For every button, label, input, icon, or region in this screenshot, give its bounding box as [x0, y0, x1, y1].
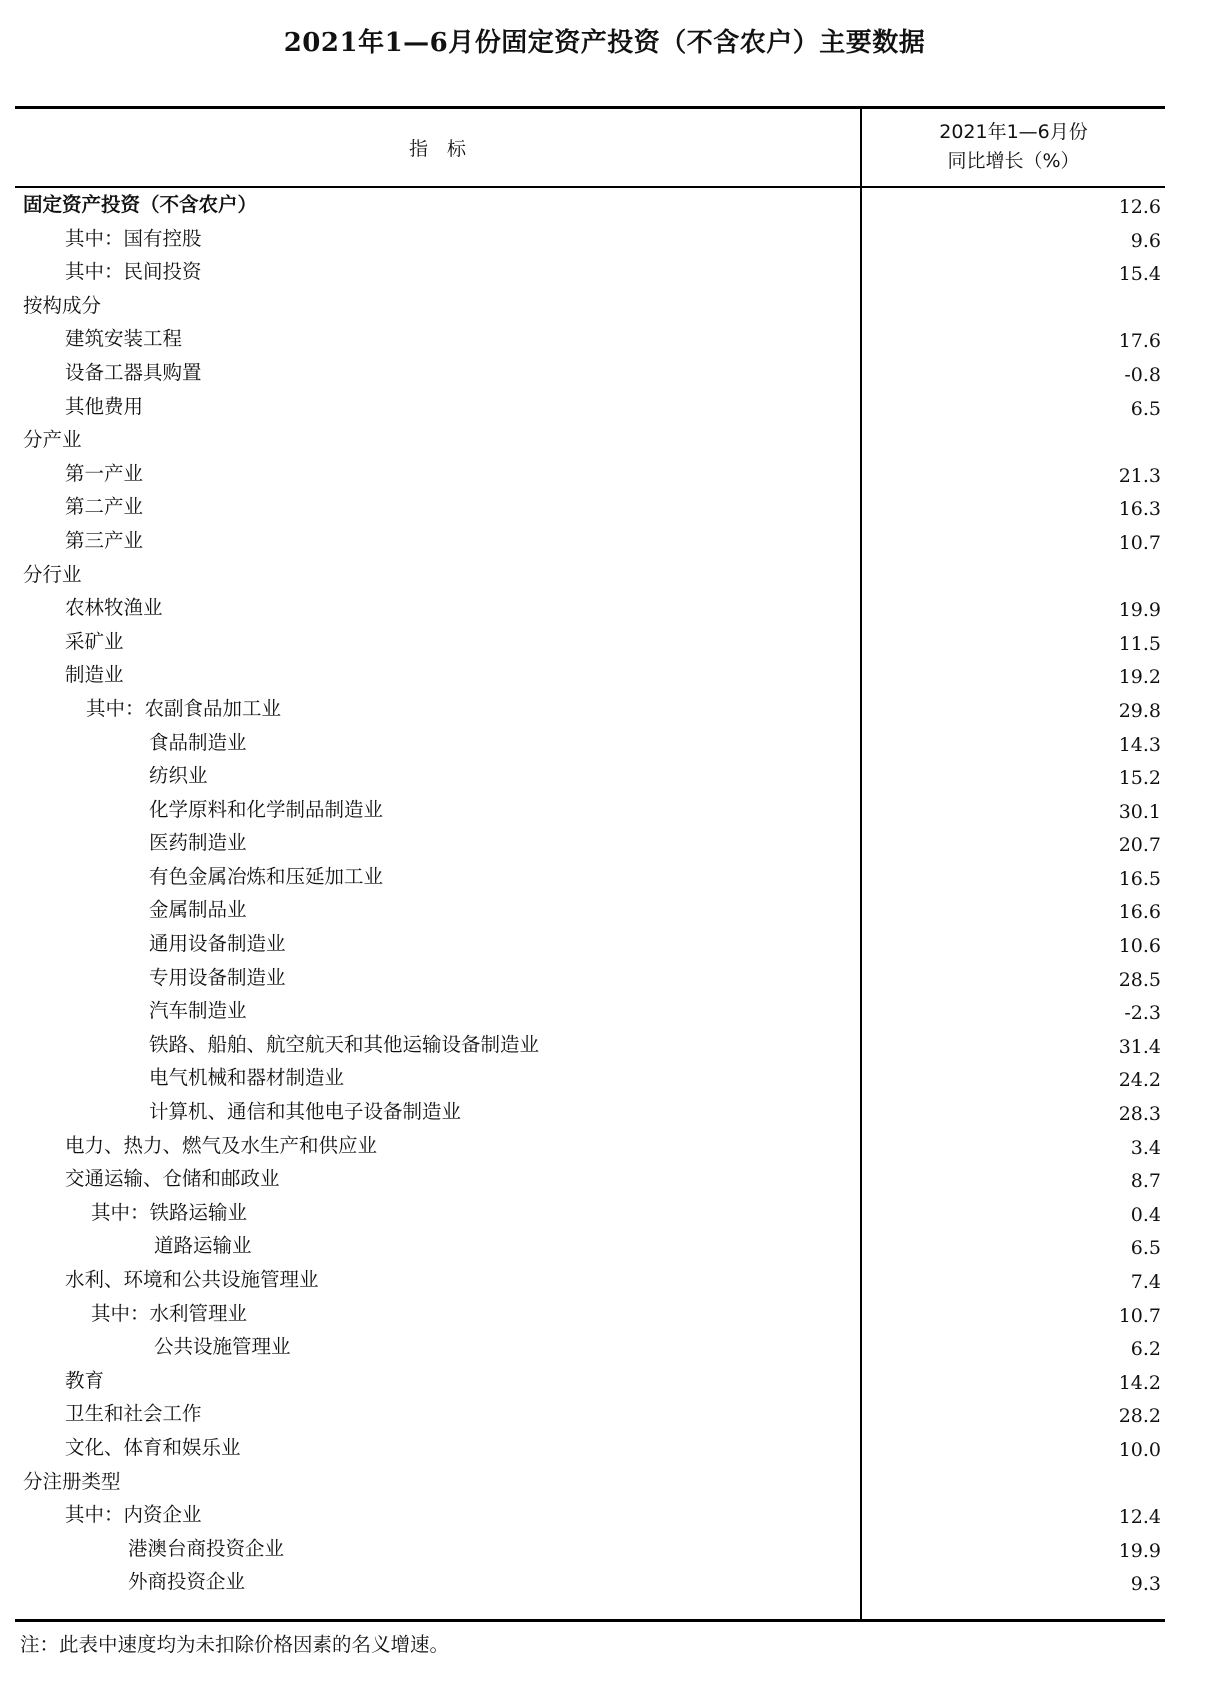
table-row — [15, 860, 1165, 894]
row-label: 医药制造业 — [149, 831, 247, 855]
row-label: 金属制品业 — [149, 898, 247, 922]
row-label: 其中：水利管理业 — [91, 1301, 248, 1325]
row-label: 分行业 — [23, 562, 82, 586]
row-label: 卫生和社会工作 — [65, 1402, 202, 1426]
table-row — [15, 1532, 1165, 1566]
table-row — [15, 289, 1165, 323]
header-period-line1: 2021年1—6月份 — [939, 121, 1088, 143]
row-label: 水利、环境和公共设施管理业 — [65, 1268, 319, 1291]
row-label: 教育 — [65, 1368, 105, 1392]
table-row — [15, 1431, 1165, 1465]
row-label: 化学原料和化学制品制造业 — [149, 797, 384, 821]
table-body — [15, 188, 1165, 1599]
row-value: 0.4 — [1130, 1203, 1161, 1226]
row-label: 固定资产投资（不含农户） — [23, 193, 258, 216]
table-row — [15, 1229, 1165, 1263]
table-row — [15, 524, 1165, 558]
row-value: 3.4 — [1130, 1136, 1161, 1159]
row-value: 19.9 — [1118, 599, 1161, 622]
table-row — [15, 1498, 1165, 1532]
row-label: 制造业 — [65, 663, 124, 687]
row-value: -0.8 — [1124, 363, 1161, 386]
row-value: 8.7 — [1130, 1170, 1161, 1193]
row-label: 采矿业 — [65, 629, 124, 653]
row-value: 10.7 — [1118, 1304, 1161, 1327]
table-row — [15, 322, 1165, 356]
row-value: 10.7 — [1118, 531, 1161, 554]
table-row — [15, 826, 1165, 860]
row-value: 12.4 — [1118, 1506, 1161, 1529]
table-row — [15, 1330, 1165, 1364]
table-row — [15, 558, 1165, 592]
row-value: 28.3 — [1118, 1103, 1161, 1126]
table-row — [15, 591, 1165, 625]
row-value: 20.7 — [1118, 834, 1161, 857]
row-value: 9.3 — [1130, 1573, 1161, 1596]
row-value: 28.5 — [1118, 968, 1161, 991]
row-value: 21.3 — [1118, 464, 1161, 487]
table-row — [15, 793, 1165, 827]
row-label: 设备工器具购置 — [65, 360, 202, 384]
row-value: 19.2 — [1118, 666, 1161, 689]
row-label: 其中：铁路运输业 — [91, 1200, 248, 1224]
table-row — [15, 1028, 1165, 1062]
row-value: 16.3 — [1118, 498, 1161, 521]
row-value: 9.6 — [1130, 229, 1161, 252]
row-value: 6.2 — [1130, 1338, 1161, 1361]
row-label: 港澳台商投资企业 — [128, 1536, 285, 1560]
row-value: 29.8 — [1118, 699, 1161, 722]
table-row — [15, 1263, 1165, 1297]
table-row — [15, 188, 1165, 222]
row-value: -2.3 — [1124, 1002, 1161, 1025]
table-row — [15, 1129, 1165, 1163]
table-row — [15, 255, 1165, 289]
row-label: 其中：农副食品加工业 — [86, 696, 282, 720]
table-row — [15, 961, 1165, 995]
row-value: 11.5 — [1118, 632, 1161, 655]
row-label: 有色金属冶炼和压延加工业 — [149, 864, 384, 888]
row-label: 通用设备制造业 — [149, 932, 286, 956]
row-value: 10.0 — [1118, 1438, 1161, 1461]
row-value: 15.4 — [1118, 263, 1161, 286]
header-period — [862, 108, 1165, 186]
row-value: 30.1 — [1118, 800, 1161, 823]
row-value: 16.6 — [1118, 901, 1161, 924]
row-label: 第三产业 — [65, 528, 144, 552]
row-label: 公共设施管理业 — [154, 1335, 291, 1359]
table-row — [15, 1397, 1165, 1431]
row-value: 10.6 — [1118, 935, 1161, 958]
row-label: 电气机械和器材制造业 — [149, 1066, 345, 1090]
row-value: 14.2 — [1118, 1371, 1161, 1394]
table-row — [15, 759, 1165, 793]
row-label: 第二产业 — [65, 495, 144, 519]
table-row — [15, 1162, 1165, 1196]
table-row — [15, 625, 1165, 659]
row-value: 28.2 — [1118, 1405, 1161, 1428]
table-row — [15, 658, 1165, 692]
table-row — [15, 927, 1165, 961]
table-row — [15, 356, 1165, 390]
table-row — [15, 490, 1165, 524]
row-label: 按构成分 — [23, 293, 102, 317]
row-value: 17.6 — [1118, 330, 1161, 353]
row-label: 其中：内资企业 — [65, 1503, 202, 1527]
table-row — [15, 726, 1165, 760]
row-value: 16.5 — [1118, 867, 1161, 890]
row-label: 其中：民间投资 — [65, 260, 202, 284]
table-row — [15, 1565, 1165, 1599]
row-label: 分产业 — [23, 428, 82, 452]
row-value: 15.2 — [1118, 767, 1161, 790]
row-label: 道路运输业 — [154, 1234, 252, 1258]
row-label: 铁路、船舶、航空航天和其他运输设备制造业 — [149, 1032, 540, 1056]
row-label: 电力、热力、燃气及水生产和供应业 — [65, 1133, 378, 1157]
row-value: 12.6 — [1118, 196, 1161, 218]
row-label: 纺织业 — [149, 764, 208, 788]
row-label: 分注册类型 — [23, 1469, 121, 1493]
table-row — [15, 692, 1165, 726]
table-row — [15, 994, 1165, 1028]
table-row — [15, 1297, 1165, 1331]
table-row — [15, 1095, 1165, 1129]
row-value: 31.4 — [1118, 1035, 1161, 1058]
header-indicator: 指 标 — [408, 137, 466, 160]
table-row — [15, 457, 1165, 491]
table-row — [15, 893, 1165, 927]
row-value: 7.4 — [1130, 1271, 1161, 1293]
footnote: 注：此表中速度均为未扣除价格因素的名义增速。 — [20, 1633, 450, 1656]
table-row — [15, 1196, 1165, 1230]
row-value: 24.2 — [1118, 1069, 1161, 1092]
row-value: 6.5 — [1130, 1237, 1161, 1260]
table-row — [15, 390, 1165, 424]
table-row — [15, 222, 1165, 256]
header-period-line2: 同比增长（%） — [947, 150, 1080, 172]
row-value: 19.9 — [1118, 1539, 1161, 1562]
row-value: 6.5 — [1130, 397, 1161, 420]
row-label: 外商投资企业 — [128, 1570, 246, 1594]
table-row — [15, 1465, 1165, 1499]
row-label: 建筑安装工程 — [65, 327, 183, 351]
table-row — [15, 1061, 1165, 1095]
row-label: 专用设备制造业 — [149, 965, 286, 989]
row-label: 农林牧渔业 — [65, 596, 163, 620]
table-row — [15, 1364, 1165, 1398]
row-label: 计算机、通信和其他电子设备制造业 — [149, 1100, 462, 1124]
row-label: 其中：国有控股 — [65, 226, 202, 250]
row-label: 交通运输、仓储和邮政业 — [65, 1167, 280, 1191]
row-value: 14.3 — [1118, 733, 1161, 756]
row-label: 文化、体育和娱乐业 — [65, 1435, 241, 1459]
page-title: 2021年1—6月份固定资产投资（不含农户）主要数据 — [283, 28, 926, 58]
table-bottom-rule — [15, 1619, 1165, 1622]
table-row — [15, 423, 1165, 457]
row-label: 食品制造业 — [149, 730, 247, 754]
row-label: 汽车制造业 — [149, 999, 247, 1023]
row-label: 第一产业 — [65, 461, 144, 485]
row-label: 其他费用 — [65, 394, 144, 418]
